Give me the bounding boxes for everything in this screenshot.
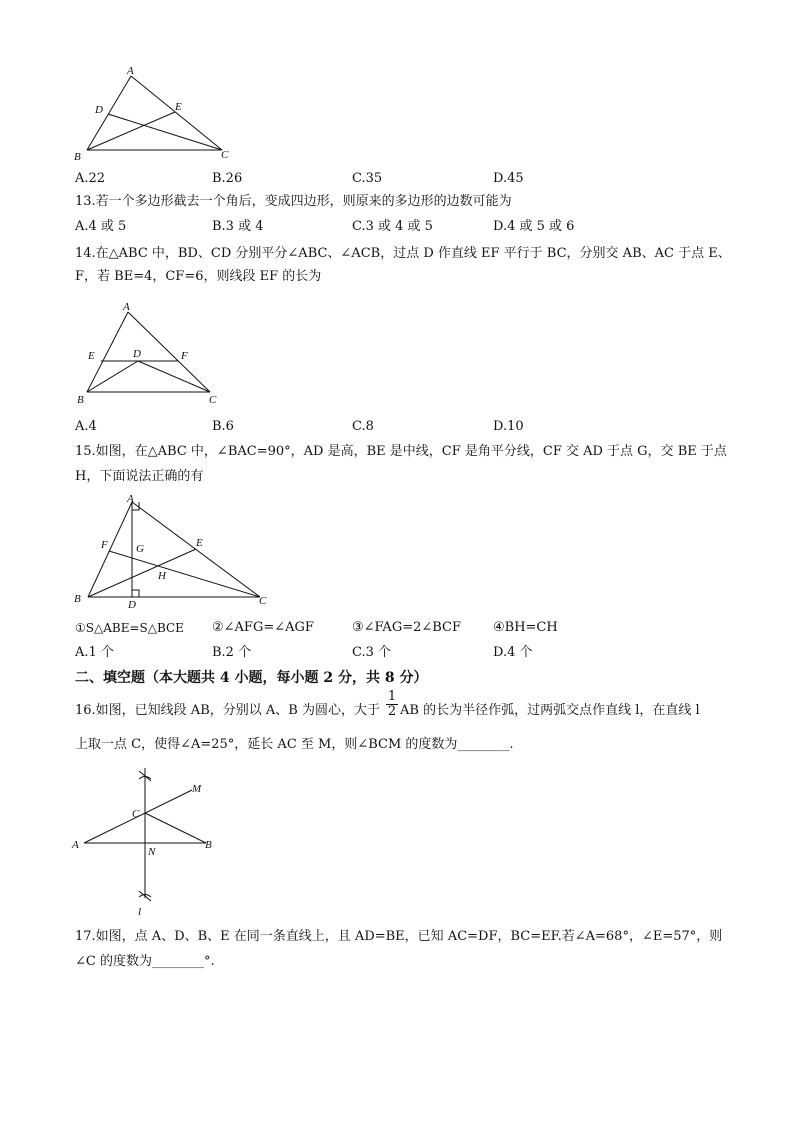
label-G: G xyxy=(136,543,144,555)
label-l: l xyxy=(138,906,142,918)
label-N: N xyxy=(148,846,156,858)
label-A: A xyxy=(72,839,79,851)
label-F: F xyxy=(101,539,108,551)
triangle-figure-q14 xyxy=(75,300,235,412)
label-B: B xyxy=(74,593,81,605)
label-B: B xyxy=(77,394,84,406)
label-A: A xyxy=(127,65,134,77)
q12-option-a[interactable]: A.22 xyxy=(75,171,106,186)
fraction-numerator: 1 xyxy=(387,689,397,704)
label-A: A xyxy=(123,301,130,313)
label-B: B xyxy=(74,151,81,163)
label-E: E xyxy=(196,537,203,549)
q15-option-d[interactable]: D.4 个 xyxy=(493,645,533,660)
triangle-figure-q15 xyxy=(72,492,272,612)
q14-option-c[interactable]: C.8 xyxy=(352,419,374,434)
q13-option-a[interactable]: A.4 或 5 xyxy=(75,219,127,234)
q17-line2: ∠C 的度数为________°. xyxy=(75,954,215,969)
label-E: E xyxy=(88,350,95,362)
label-D: D xyxy=(133,348,141,360)
label-C: C xyxy=(209,394,217,406)
q14-line2: F，若 BE=4，CF=6，则线段 EF 的长为 xyxy=(75,269,322,284)
q12-option-c[interactable]: C.35 xyxy=(352,171,383,186)
fraction-denominator: 2 xyxy=(387,704,397,719)
label-C: C xyxy=(132,808,140,820)
q13-text: 13.若一个多边形截去一个角后，变成四边形，则原来的多边形的边数可能为 xyxy=(75,194,512,209)
q13-option-b[interactable]: B.3 或 4 xyxy=(212,219,264,234)
q12-option-b[interactable]: B.26 xyxy=(212,171,243,186)
q15-option-b[interactable]: B.2 个 xyxy=(212,645,252,660)
label-H: H xyxy=(158,570,166,582)
q15-option-a[interactable]: A.1 个 xyxy=(75,645,114,660)
q16-line2: 上取一点 C，使得∠A=25°，延长 AC 至 M，则∠BCM 的度数为________. xyxy=(75,737,514,752)
construction-figure-q16 xyxy=(70,760,230,920)
q15-statement-1: ①S△ABE=S△BCE xyxy=(75,621,184,635)
label-D: D xyxy=(95,104,103,116)
triangle-figure-q12 xyxy=(70,62,250,162)
q13-option-c[interactable]: C.3 或 4 或 5 xyxy=(352,219,433,234)
label-D: D xyxy=(128,599,136,611)
q13-option-d[interactable]: D.4 或 5 或 6 xyxy=(493,219,575,234)
label-M: M xyxy=(192,783,202,795)
q16-line1-part2: AB 的长为半径作弧，过两弧交点作直线 l，在直线 l xyxy=(400,703,700,718)
q15-option-c[interactable]: C.3 个 xyxy=(352,645,392,660)
q14-option-a[interactable]: A.4 xyxy=(75,419,97,434)
label-C: C xyxy=(221,149,229,161)
section-title: 二、填空题（本大题共 4 小题，每小题 2 分，共 8 分） xyxy=(75,670,428,686)
q16-fraction xyxy=(386,690,398,719)
q15-statement-4: ④BH=CH xyxy=(493,620,558,635)
q17-line1: 17.如图，点 A、D、B、E 在同一条直线上，且 AD=BE，已知 AC=DF，BC=EF.若∠A=68°，∠E=57°，则 xyxy=(75,929,723,944)
q14-option-d[interactable]: D.10 xyxy=(493,419,524,434)
q14-line1: 14.在△ABC 中，BD、CD 分别平分∠ABC、∠ACB，过点 D 作直线 EF 平行于 BC，分别交 AB、AC 于点 E、 xyxy=(75,246,731,261)
q12-option-d[interactable]: D.45 xyxy=(493,171,524,186)
q15-statement-3: ③∠FAG=2∠BCF xyxy=(352,620,462,635)
label-B: B xyxy=(205,839,212,851)
q16-line1-part1: 16.如图，已知线段 AB，分别以 A、B 为圆心，大于 xyxy=(75,703,380,718)
q15-statement-2: ②∠AFG=∠AGF xyxy=(212,620,314,635)
q15-line2: H，下面说法正确的有 xyxy=(75,469,204,484)
label-C: C xyxy=(259,595,267,607)
q14-option-b[interactable]: B.6 xyxy=(212,419,234,434)
q15-line1: 15.如图，在△ABC 中，∠BAC=90°，AD 是高，BE 是中线，CF 是角平分线，CF 交 AD 于点 G，交 BE 于点 xyxy=(75,444,727,459)
label-E: E xyxy=(175,101,182,113)
label-F: F xyxy=(181,350,188,362)
label-A: A xyxy=(127,493,134,505)
